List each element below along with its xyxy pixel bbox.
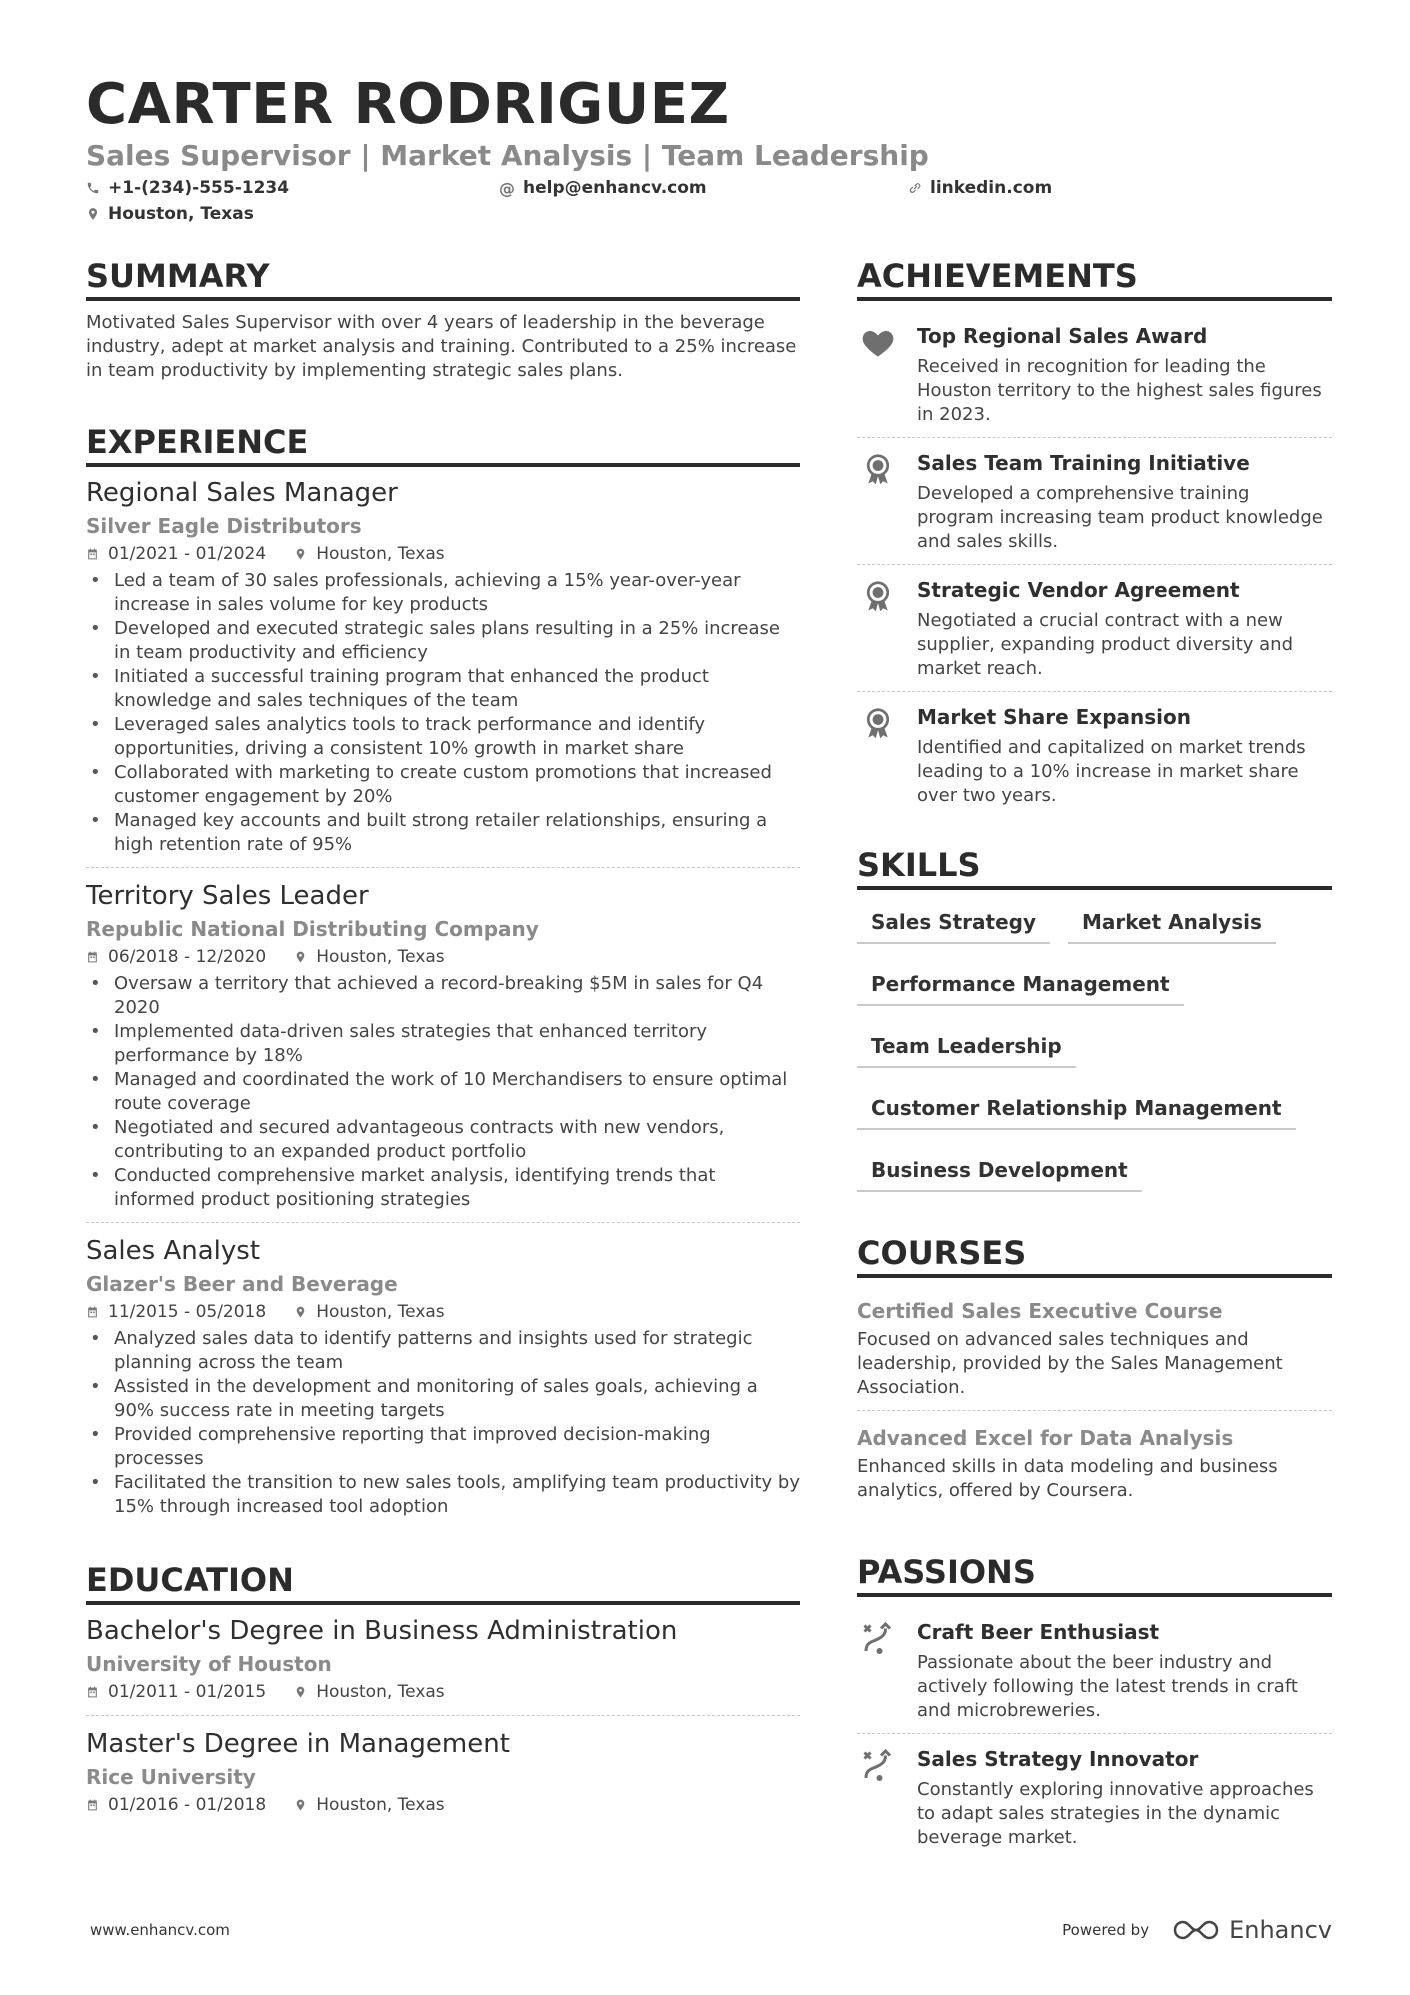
skills-list [857,900,1332,1192]
job-title: Regional Sales Manager [86,478,398,508]
right-column [857,255,1332,1860]
bullet-item: • Conducted comprehensive market analysis, identifying trends that informed product positioning strategies [86,1164,800,1212]
powered-by [1062,1916,1332,1944]
strategy-path-icon [860,1621,896,1657]
calendar-icon [86,1305,99,1319]
education-section [86,1559,800,1828]
achievement-item [857,691,1332,818]
achievement-item [857,311,1332,437]
achievements-section [857,255,1332,818]
location-text: Houston, Texas [108,204,254,224]
calendar-icon [86,1798,99,1812]
phone-icon [86,181,100,195]
achievement-item [857,564,1332,691]
summary-section [86,255,800,383]
location [294,944,444,970]
item-description: Constantly exploring innovative approaches to adapt sales strategies in the dynamic beverage market. [917,1779,1314,1848]
skills-heading: SKILLS [857,844,1332,890]
bullet-item: • Oversaw a territory that achieved a record-breaking $5M in sales for Q4 2020 [86,972,800,1020]
enhancv-brand-text: Enhancv [1229,1916,1332,1944]
course-item [857,1288,1332,1410]
page-footer [90,1910,1332,1950]
item-title: Strategic Vendor Agreement [917,578,1240,602]
company-name: Republic National Distributing Company [86,917,539,941]
location-pin-icon [294,1685,307,1699]
location-text: Houston, Texas [316,544,445,564]
education-list [86,1615,800,1828]
date-range [86,1792,266,1818]
item-icon [857,1617,899,1723]
left-column [86,255,800,1828]
meta-row [86,1792,800,1818]
bullet-list [86,569,800,857]
item-body [917,575,1332,681]
skill-tag: Customer Relationship Management [857,1086,1296,1130]
calendar-icon [86,950,99,964]
education-item [86,1615,800,1715]
skill-tag: Team Leadership [857,1024,1076,1068]
course-title: Certified Sales Executive Course [857,1299,1223,1323]
achievements-list [857,311,1332,818]
date-range [86,944,266,970]
calendar-icon [86,1685,99,1699]
passions-heading: PASSIONS [857,1551,1332,1597]
summary-text: Motivated Sales Supervisor with over 4 years of leadership in the beverage industry, adept at market analysis and training. Contributed to a 25% increase in team productivity by implementing strategic sales plans. [86,312,797,381]
item-description: Received in recognition for leading the Houston territory to the highest sales figures in 2023. [917,356,1322,425]
passion-item [857,1607,1332,1733]
bullet-item: • Managed and coordinated the work of 10 Merchandisers to ensure optimal route coverage [86,1068,800,1116]
date-range [86,541,266,567]
meta-row [86,1679,800,1705]
location [294,1679,444,1705]
company-name: Silver Eagle Distributors [86,514,362,538]
experience-section [86,421,800,1529]
item-body [917,321,1332,427]
degree-title: Master's Degree in Management [86,1729,510,1759]
phone-text: +1-(234)-555-1234 [108,178,290,198]
date-range [86,1679,266,1705]
location-pin-icon [294,1798,307,1812]
item-icon [857,448,899,554]
education-item [86,1715,800,1828]
bullet-item: • Led a team of 30 sales professionals, achieving a 15% year-over-year increase in sales volume for key products [86,569,800,617]
candidate-title: Sales Supervisor | Market Analysis | Team Leadership [86,139,929,172]
footer-website[interactable]: www.enhancv.com [90,1921,230,1939]
skill-tag: Market Analysis [1068,900,1276,944]
course-description: Focused on advanced sales techniques and leadership, provided by the Sales Management Association. [857,1329,1283,1398]
location-pin-icon [294,547,307,561]
school-name: University of Houston [86,1652,332,1676]
contact-linkedin[interactable] [908,178,1052,198]
item-icon [857,1744,899,1850]
item-title: Sales Strategy Innovator [917,1747,1199,1771]
bullet-list [86,972,800,1212]
passions-section [857,1551,1332,1860]
item-description: Developed a comprehensive training program increasing team product knowledge and sales skills. [917,483,1323,552]
experience-item [86,477,800,867]
location-text: Houston, Texas [316,1795,445,1815]
item-icon [857,702,899,808]
award-ribbon-icon [860,579,896,615]
course-title: Advanced Excel for Data Analysis [857,1426,1234,1450]
heart-icon [860,325,896,361]
enhancv-logo[interactable] [1173,1916,1332,1944]
bullet-item: • Initiated a successful training program that enhanced the product knowledge and sales techniques of the team [86,665,800,713]
location-pin-icon [294,950,307,964]
experience-item [86,867,800,1222]
award-ribbon-icon [860,706,896,742]
linkedin-text: linkedin.com [930,178,1053,198]
degree-title: Bachelor's Degree in Business Administration [86,1616,678,1646]
item-icon [857,575,899,681]
date-text: 01/2011 - 01/2015 [108,1682,267,1702]
job-title: Territory Sales Leader [86,881,369,911]
resume-header [86,72,1336,238]
item-description: Passionate about the beer industry and actively following the latest trends in craft and microbreweries. [917,1652,1298,1721]
meta-row [86,1299,800,1325]
date-text: 01/2021 - 01/2024 [108,544,267,564]
powered-by-label: Powered by [1062,1921,1150,1939]
achievement-item [857,437,1332,564]
bullet-item: • Managed key accounts and built strong retailer relationships, ensuring a high retention rate of 95% [86,809,800,857]
item-title: Market Share Expansion [917,705,1191,729]
bullet-item: • Collaborated with marketing to create custom promotions that increased customer engagement by 20% [86,761,800,809]
candidate-name: CARTER RODRIGUEZ [86,72,730,137]
bullet-item: • Provided comprehensive reporting that improved decision-making processes [86,1423,800,1471]
item-body [917,448,1332,554]
bullet-item: • Facilitated the transition to new sales tools, amplifying team productivity by 15% through increased tool adoption [86,1471,800,1519]
courses-heading: COURSES [857,1232,1332,1278]
meta-row [86,541,800,567]
date-range [86,1299,266,1325]
skills-section [857,844,1332,1192]
contact-email[interactable] [499,178,707,198]
bullet-item: • Negotiated and secured advantageous contracts with new vendors, contributing to an expanded product portfolio [86,1116,800,1164]
location [294,1299,444,1325]
course-item [857,1410,1332,1513]
company-name: Glazer's Beer and Beverage [86,1272,398,1296]
item-title: Craft Beer Enthusiast [917,1620,1160,1644]
summary-heading: SUMMARY [86,255,800,301]
passion-item [857,1733,1332,1860]
contact-location [86,204,254,224]
calendar-icon [86,547,99,561]
item-body [917,702,1332,808]
location [294,541,444,567]
job-title: Sales Analyst [86,1236,261,1266]
courses-list [857,1288,1332,1513]
location-pin-icon [86,207,100,221]
date-text: 06/2018 - 12/2020 [108,947,267,967]
experience-heading: EXPERIENCE [86,421,800,467]
link-icon [908,181,922,195]
date-text: 11/2015 - 05/2018 [108,1302,267,1322]
skill-tag: Sales Strategy [857,900,1050,944]
bullet-item: • Assisted in the development and monitoring of sales goals, achieving a 90% success rate in meeting targets [86,1375,800,1423]
item-body [917,1744,1332,1850]
skill-tag: Business Development [857,1148,1142,1192]
location [294,1792,444,1818]
bullet-item: • Implemented data-driven sales strategies that enhanced territory performance by 18% [86,1020,800,1068]
school-name: Rice University [86,1765,256,1789]
location-text: Houston, Texas [316,947,445,967]
item-description: Identified and capitalized on market trends leading to a 10% increase in market share over two years. [917,737,1306,806]
strategy-path-icon [860,1748,896,1784]
location-text: Houston, Texas [316,1302,445,1322]
item-description: Negotiated a crucial contract with a new supplier, expanding product diversity and market reach. [917,610,1293,679]
bullet-item: • Developed and executed strategic sales plans resulting in a 25% increase in team productivity and efficiency [86,617,800,665]
item-title: Sales Team Training Initiative [917,451,1250,475]
passions-list [857,1607,1332,1860]
experience-item [86,1222,800,1529]
skill-tag: Performance Management [857,962,1184,1006]
contact-info [86,178,1336,238]
achievements-heading: ACHIEVEMENTS [857,255,1332,301]
location-text: Houston, Texas [316,1682,445,1702]
date-text: 01/2016 - 01/2018 [108,1795,267,1815]
course-description: Enhanced skills in data modeling and business analytics, offered by Coursera. [857,1456,1278,1501]
enhancv-logo-icon [1173,1919,1219,1941]
at-icon: @ [499,178,515,198]
experience-list [86,477,800,1529]
bullet-item: • Analyzed sales data to identify patterns and insights used for strategic planning across the team [86,1327,800,1375]
bullet-item: • Leveraged sales analytics tools to track performance and identify opportunities, driving a consistent 10% growth in market share [86,713,800,761]
email-text: help@enhancv.com [523,178,707,198]
meta-row [86,944,800,970]
item-body [917,1617,1332,1723]
location-pin-icon [294,1305,307,1319]
courses-section [857,1232,1332,1513]
education-heading: EDUCATION [86,1559,800,1605]
contact-phone[interactable] [86,178,289,198]
item-title: Top Regional Sales Award [917,324,1208,348]
bullet-list [86,1327,800,1519]
award-ribbon-icon [860,452,896,488]
item-icon [857,321,899,427]
